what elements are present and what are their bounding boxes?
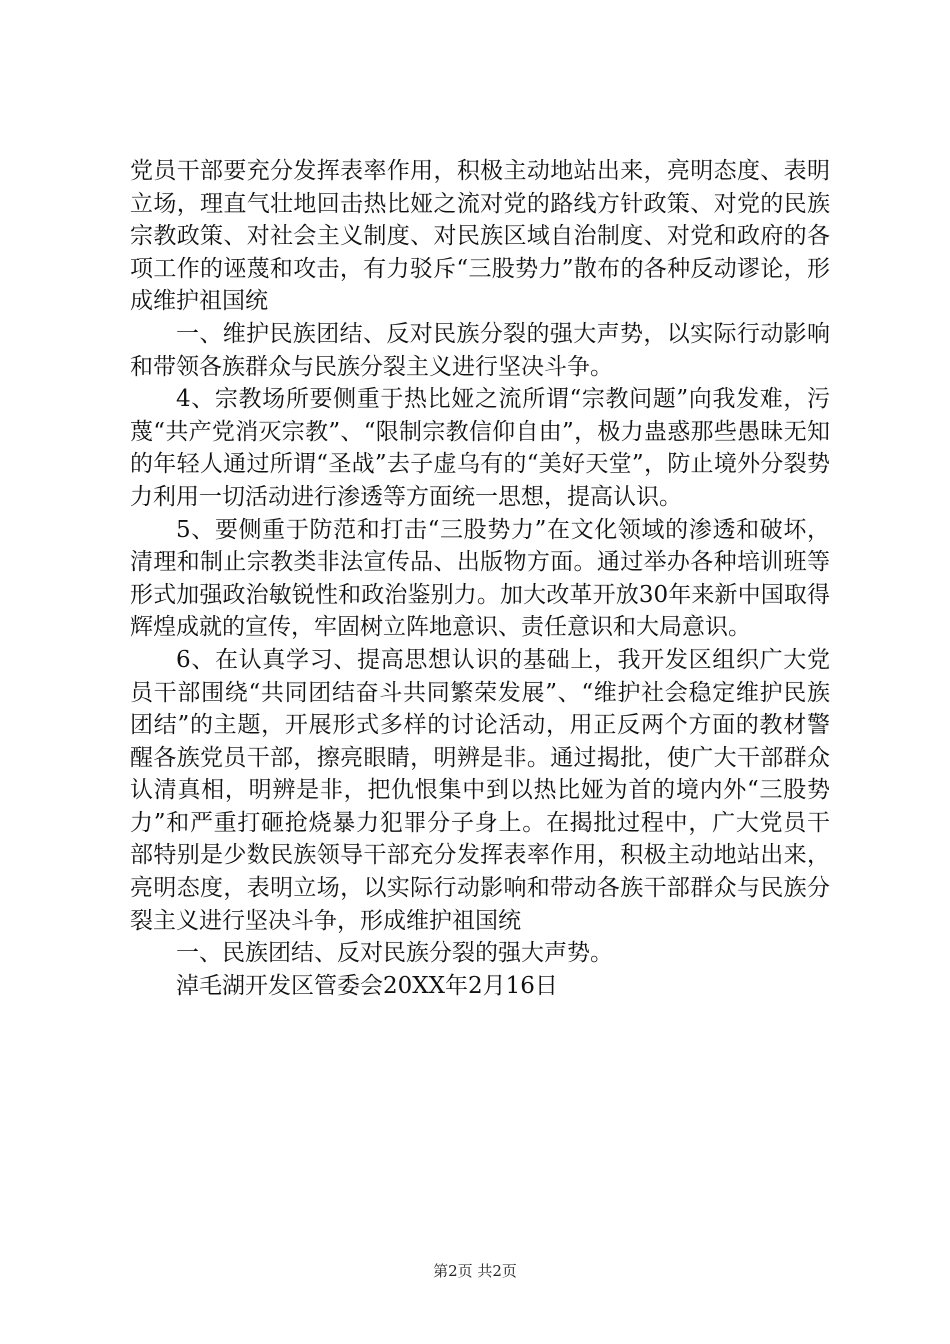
signature-date-line: 淖毛湖开发区管委会20XX年2月16日 [176,972,558,999]
paragraph-item-4: 4、宗教场所要侧重于热比娅之流所谓“宗教问题”向我发难，污蔑“共产党消灭宗教”、“限制宗教信仰自由”，极力蛊惑那些愚昧无知的年轻人通过所谓“圣战”去子虚乌有的“美好天堂”，防止境外分裂势力利用一切活动进行渗透等方面统一思想，提高认识。 [130,386,830,510]
document-body [130,155,830,1002]
paragraph-item-5: 5、要侧重于防范和打击“三股势力”在文化领域的渗透和破坏，清理和制止宗教类非法宣传品、出版物方面。通过举办各种培训班等形式加强政治敏锐性和政治鉴别力。加大改革开放30年来新中国取得辉煌成就的宣传，牢固树立阵地意识、责任意识和大局意识。 [130,516,830,641]
paragraph-item-6: 6、在认真学习、提高思想认识的基础上，我开发区组织广大党员干部围绕“共同团结奋斗共同繁荣发展”、“维护社会稳定维护民族团结”的主题，开展形式多样的讨论活动，用正反两个方面的教材警醒各族党员干部，擦亮眼睛，明辨是非。通过揭批，使广大干部群众认清真相，明辨是非，把仇恨集中到以热比娅为首的境内外“三股势力”和严重打砸抢烧暴力犯罪分子身上。在揭批过程中，广大党员干部特别是少数民族领导干部充分发挥表率作用，积极主动地站出来，亮明态度，表明立场，以实际行动影响和带动各族干部群众与民族分裂主义进行坚决斗争，形成维护祖国统 [130,646,830,934]
paragraph-section-one: 一、维护民族团结、反对民族分裂的强大声势，以实际行动影响和带领各族群众与民族分裂主义进行坚决斗争。 [130,320,830,380]
paragraph-continuation: 党员干部要充分发挥表率作用，积极主动地站出来，亮明态度、表明立场，理直气壮地回击热比娅之流对党的路线方针政策、对党的民族宗教政策、对社会主义制度、对民族区域自治制度、对党和政府的各项工作的诬蔑和攻击，有力驳斥“三股势力”散布的各种反动谬论，形成维护祖国统 [130,158,830,315]
page-number-footer: 第2页 共2页 [433,1262,517,1280]
paragraph-closing-section: 一、民族团结、反对民族分裂的强大声势。 [176,940,613,967]
